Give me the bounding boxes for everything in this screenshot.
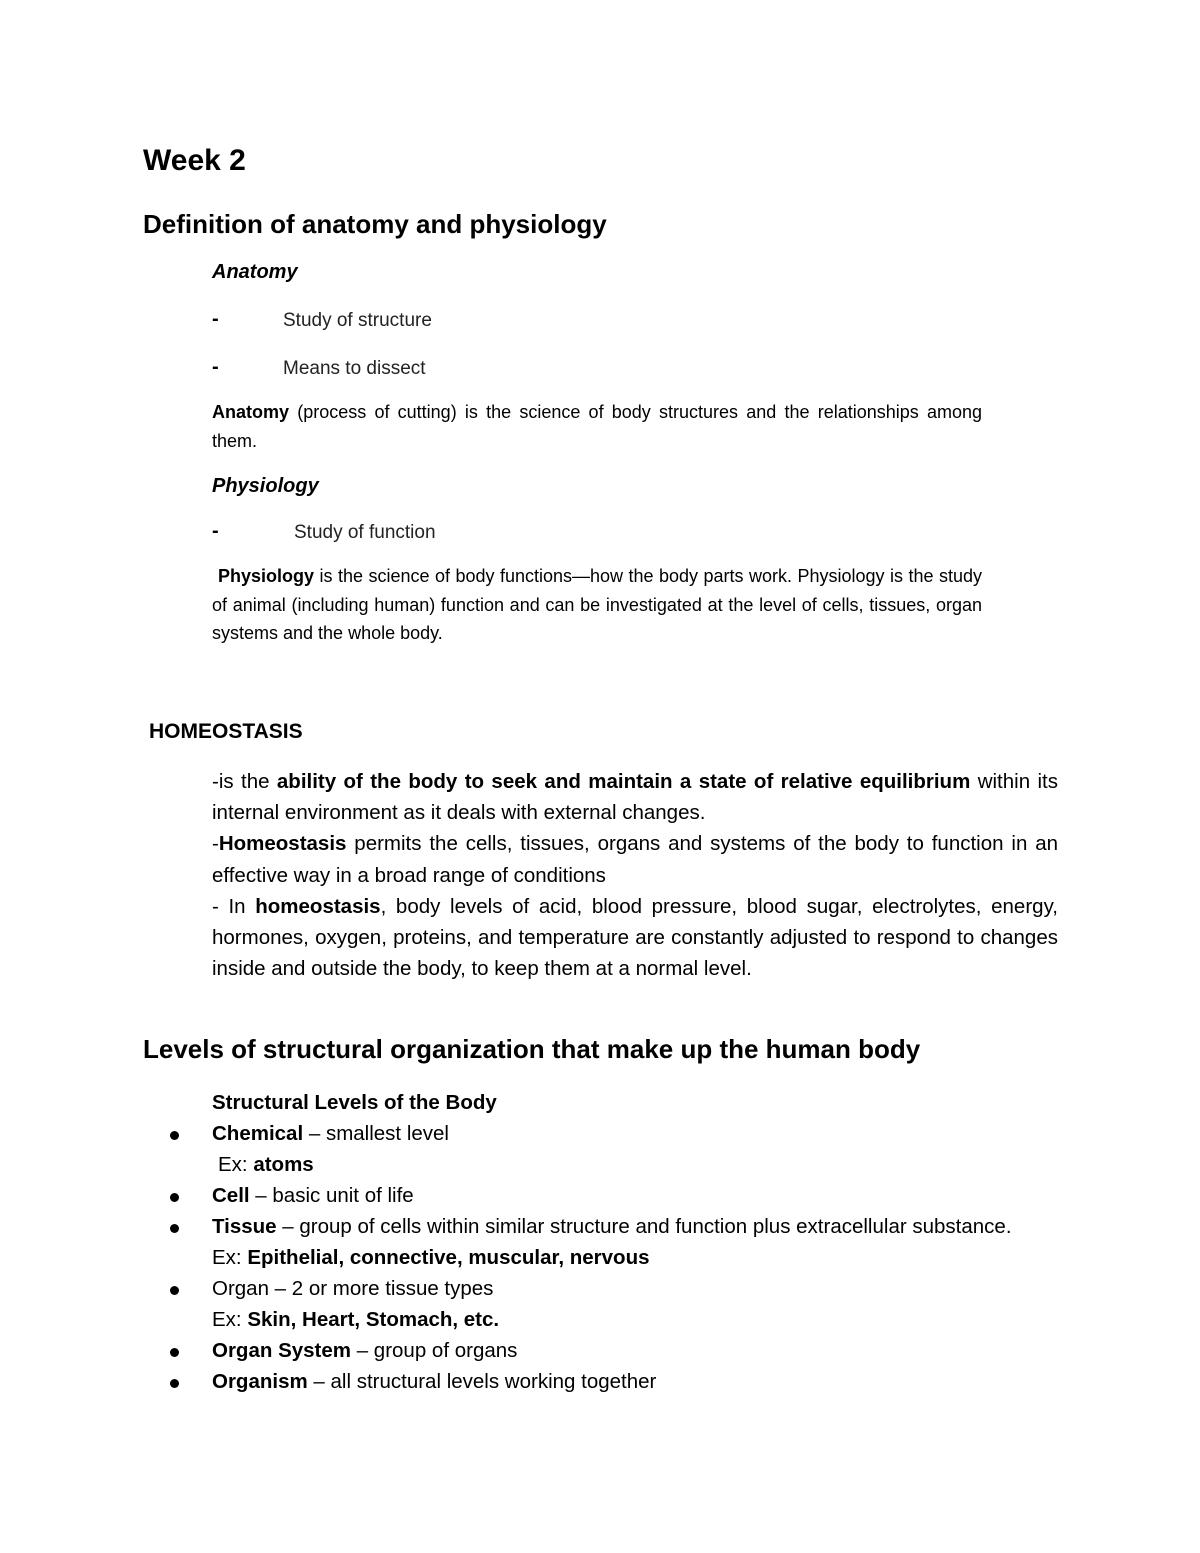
text-run: – group of cells within similar structure and function plus extracellular substance. [276, 1215, 1012, 1238]
term: Chemical [212, 1122, 304, 1145]
text-run: – smallest level [303, 1122, 449, 1145]
physiology-definition [212, 562, 982, 648]
list-item-text [212, 1335, 517, 1366]
anatomy-definition [212, 398, 982, 455]
text-run-bold: Epithelial, connective, muscular, nervous [247, 1246, 650, 1269]
anatomy-definition-term: Anatomy [212, 402, 290, 422]
term: Organ System [212, 1339, 351, 1362]
text-run: – all structural levels working together [307, 1370, 657, 1393]
homeostasis-paragraph-2 [212, 828, 1058, 890]
anatomy-bullet-dissect: Means to dissect [283, 358, 426, 379]
term: Cell [212, 1184, 250, 1207]
example-text [212, 1304, 499, 1335]
text-run-bold: homeostasis [255, 894, 381, 918]
bullet-icon [170, 1224, 179, 1233]
term: Organism [212, 1370, 308, 1393]
section-heading-definition: Definition of anatomy and physiology [143, 209, 607, 239]
section-heading-levels: Levels of structural organization that make up the human body [143, 1034, 921, 1064]
homeostasis-paragraph-1 [212, 766, 1058, 828]
text-run: -is the [212, 770, 277, 793]
list-item-text [212, 1118, 449, 1149]
bullet-dash: - [212, 356, 219, 378]
text-run: Ex: [212, 1246, 248, 1269]
example-text [218, 1149, 314, 1180]
bullet-icon [170, 1348, 179, 1357]
list-item-text [212, 1180, 414, 1211]
physiology-bullet-function: Study of function [294, 522, 436, 543]
text-run: – basic unit of life [249, 1184, 414, 1207]
text-run: Ex: [218, 1153, 254, 1176]
homeostasis-title: HOMEOSTASIS [149, 720, 303, 743]
bullet-dash: - [212, 308, 219, 330]
physiology-label: Physiology [212, 475, 319, 497]
text-run: – group of organs [351, 1339, 518, 1362]
physiology-definition-text: is the science of body functions—how the body parts work. Physiology is the study of animal (including human) function and can be investigated at the level of cells, tissues, organ systems and the whole body. [212, 566, 982, 643]
term: Tissue [212, 1215, 277, 1238]
bullet-icon [170, 1286, 179, 1295]
homeostasis-paragraph-3 [212, 891, 1058, 985]
bullet-dash: - [212, 520, 219, 542]
text-run-bold: Skin, Heart, Stomach, etc. [247, 1308, 500, 1331]
text-run: - [212, 832, 219, 856]
week-title: Week 2 [143, 144, 246, 177]
text-run: Ex: [212, 1308, 248, 1331]
text-run-bold: atoms [253, 1153, 314, 1176]
list-item-text [212, 1366, 656, 1397]
list-item-text [212, 1211, 1012, 1242]
bullet-icon [170, 1379, 179, 1388]
homeostasis-body [212, 766, 1058, 984]
bullet-icon [170, 1193, 179, 1202]
text-run: , body levels of acid, blood pressure, blood sugar, electrolytes, energy, hormones, oxygen, proteins, and temperature are constantly adjusted to respond to changes inside and outside the body, to keep them at a normal level. [212, 894, 1058, 981]
anatomy-label: Anatomy [212, 261, 298, 283]
text-run: permits the cells, tissues, organs and systems of the body to function in an effective way in a broad range of conditions [212, 832, 1058, 887]
text-run: - In [212, 894, 256, 918]
anatomy-definition-text: (process of cutting) is the science of body structures and the relationships among them. [212, 402, 982, 451]
text-run: within its internal environment as it deals with external changes. [212, 770, 1058, 825]
bullet-icon [170, 1131, 179, 1140]
example-text [212, 1242, 650, 1273]
list-item-text: Organ – 2 or more tissue types [212, 1277, 494, 1300]
anatomy-bullet-structure: Study of structure [283, 310, 432, 331]
text-run-bold: Homeostasis [218, 832, 347, 856]
text-run-bold: ability of the body to seek and maintain a state of relative equilibrium [276, 770, 971, 793]
structural-levels-subheading: Structural Levels of the Body [212, 1091, 497, 1114]
physiology-definition-term: Physiology [218, 566, 315, 586]
